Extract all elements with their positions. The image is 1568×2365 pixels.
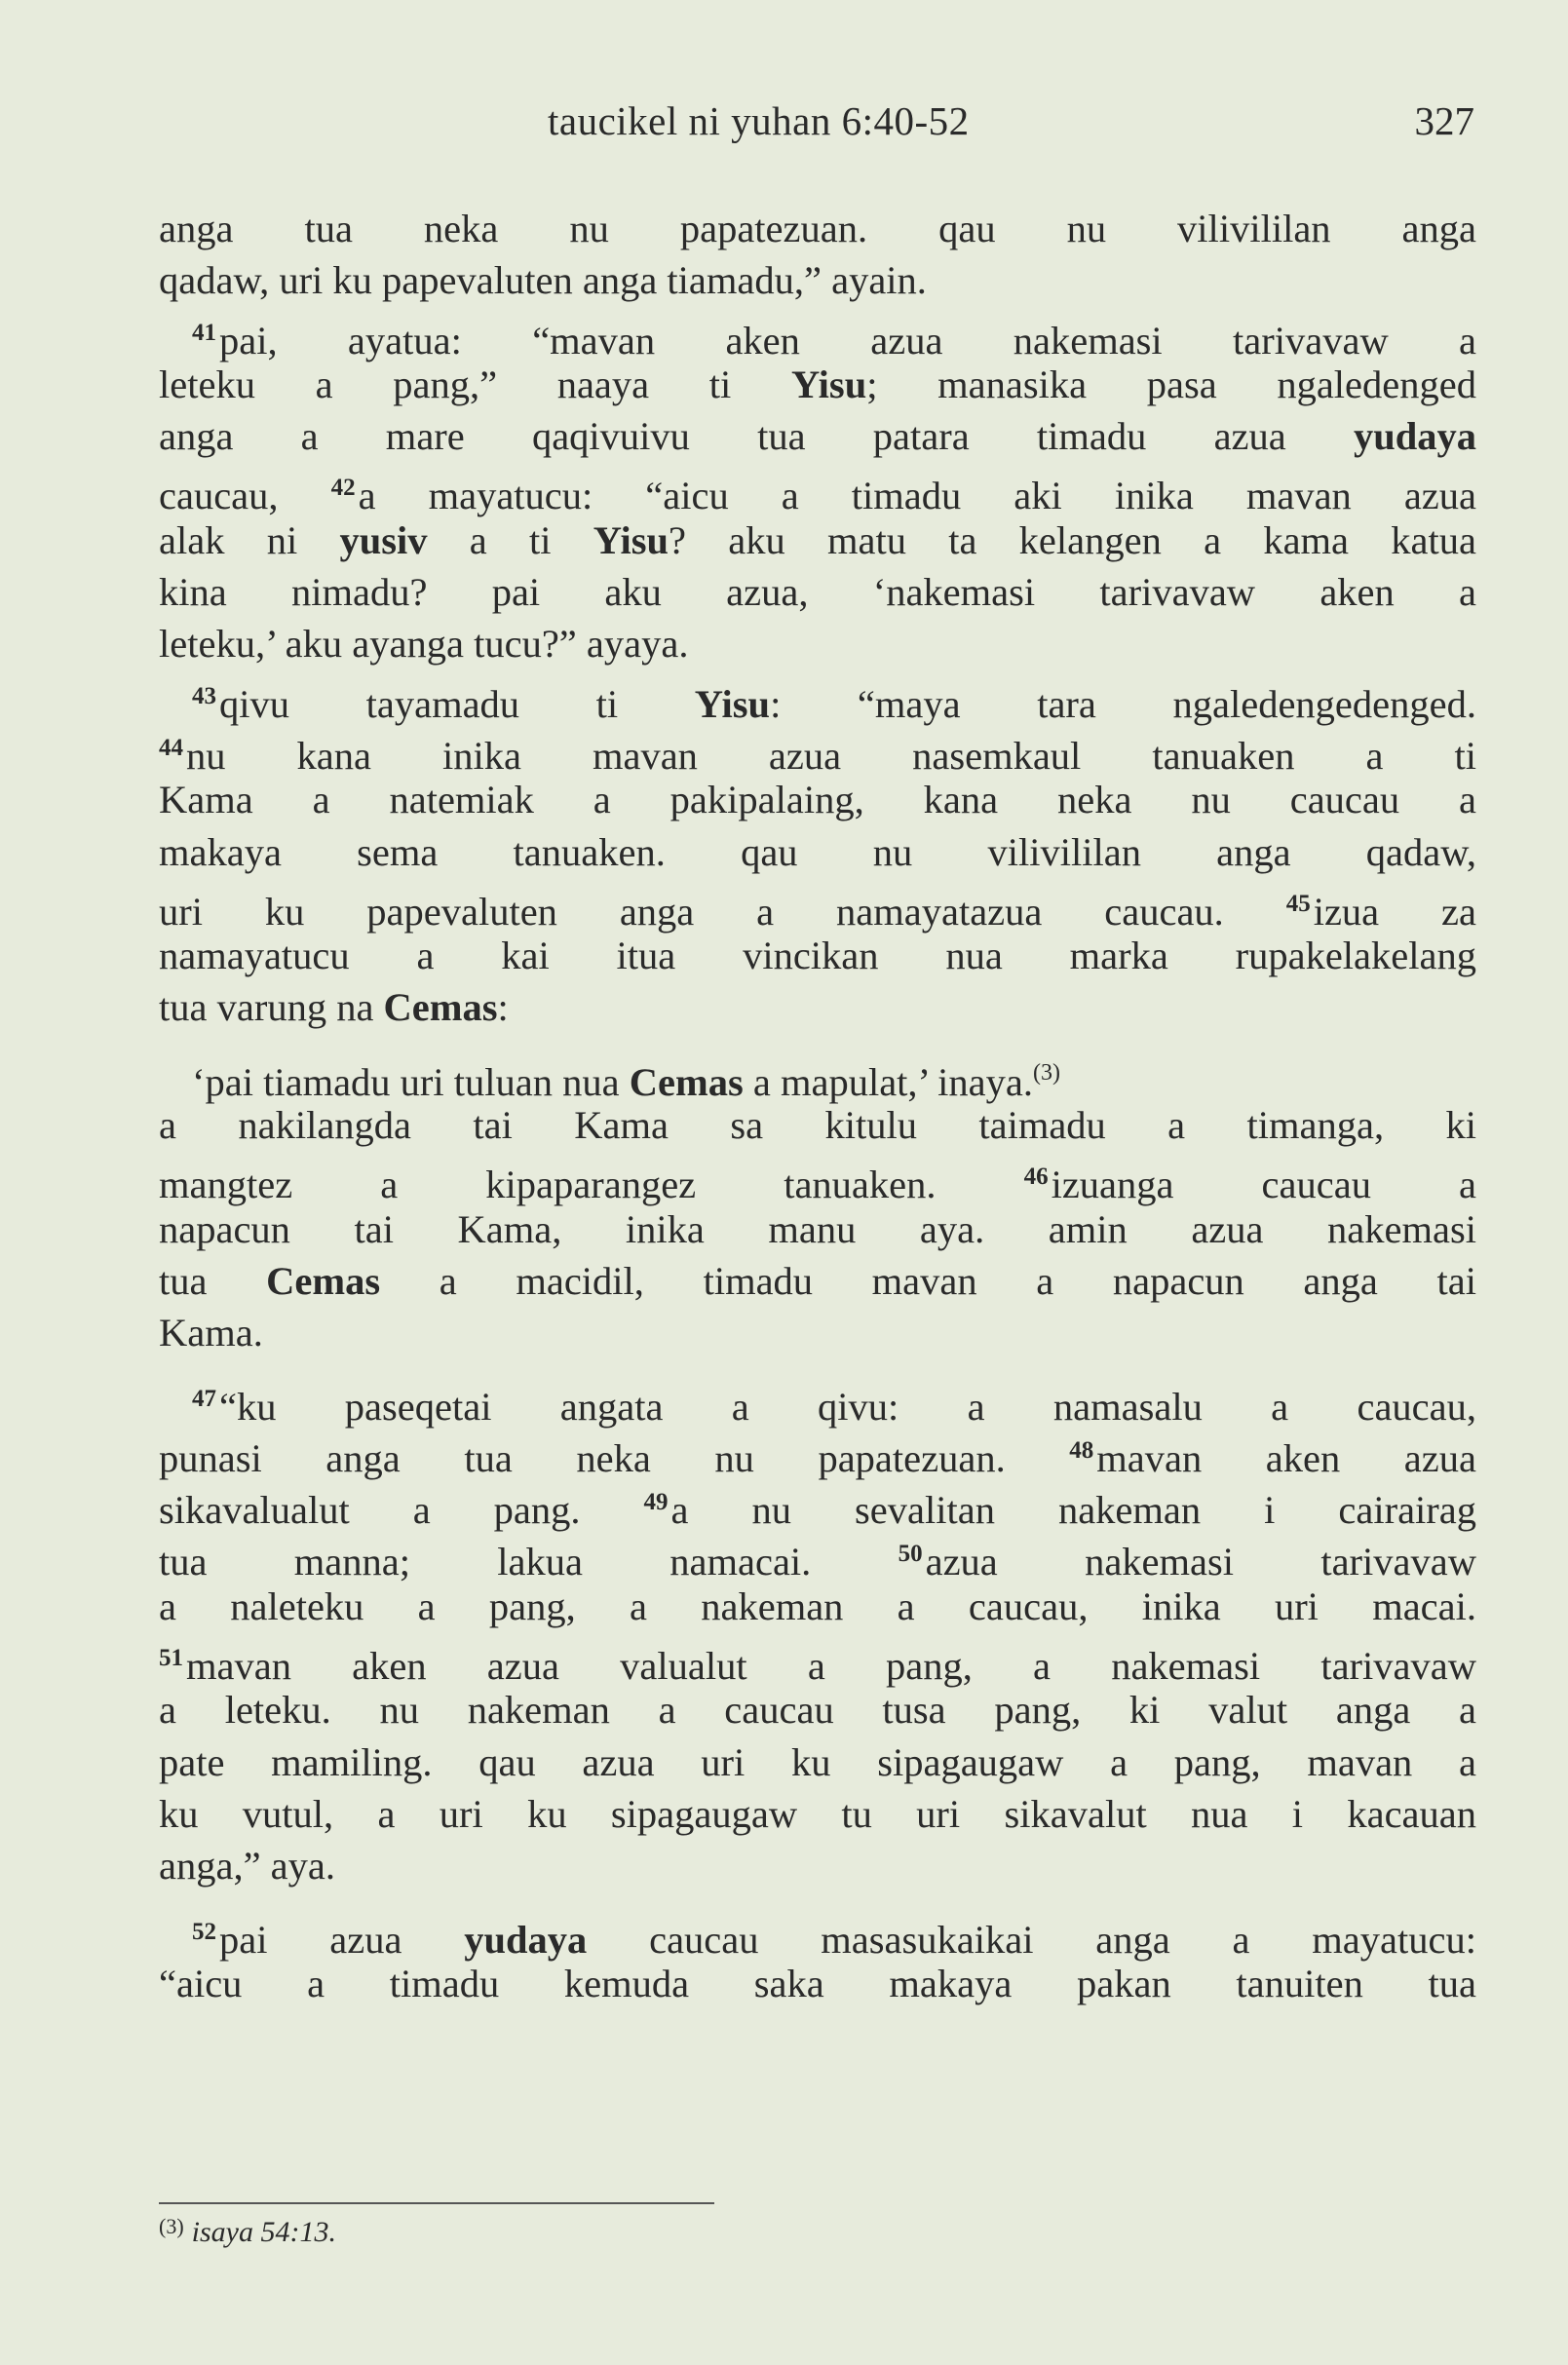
line-text: izua za <box>1313 889 1476 934</box>
emphasized-name: Yisu <box>593 517 669 562</box>
verse-number: 46 <box>1023 1163 1049 1191</box>
line-text: pate mamiling. qau azua uri ku sipagaugaw a pang, mavan a <box>159 1739 1476 1784</box>
line-text: punasi anga tua neka nu papatezuan. <box>159 1435 1070 1480</box>
line-text: anga tua neka nu papatezuan. qau nu vilivililan anga <box>159 207 1476 250</box>
verse-number: 44 <box>159 734 183 761</box>
line-text: ku vutul, a uri ku sipagaugaw tu uri sikavalut nua i kacauan <box>159 1791 1476 1836</box>
emphasized-name: yudaya <box>1353 414 1476 459</box>
text-line <box>159 1307 1476 1358</box>
paragraph-gap <box>159 1359 1476 1373</box>
line-text: a naleteku a pang, a nakeman a caucau, inika uri macai. <box>159 1583 1476 1628</box>
verse-number: 49 <box>643 1489 669 1516</box>
line-text: “ku paseqetai angata a qivu: a namasalu a caucau, <box>219 1384 1476 1429</box>
text-line <box>159 1632 1476 1689</box>
running-head <box>0 97 1568 156</box>
text-line <box>159 1906 1476 1962</box>
verse-number: 47 <box>192 1385 216 1412</box>
emphasized-name: Cemas <box>266 1258 381 1303</box>
body-text <box>159 203 1476 2009</box>
paragraph-gap <box>159 1892 1476 1906</box>
line-text: tua <box>159 1258 267 1303</box>
line-text: sikavalualut a pang. <box>159 1488 644 1533</box>
verse-number: 43 <box>192 682 216 709</box>
text-line <box>159 670 1476 726</box>
line-text: mavan aken azua valualut a pang, a nakemasi tarivavaw <box>186 1644 1476 1689</box>
verse-number: 42 <box>330 475 356 502</box>
line-text: azua nakemasi tarivavaw <box>925 1540 1476 1584</box>
paragraph-gap <box>159 1034 1476 1048</box>
line-text: alak ni <box>159 517 340 562</box>
line-text: uri ku papevaluten anga a namayatazua caucau. <box>159 889 1286 934</box>
text-line <box>159 1425 1476 1480</box>
footnote-reference: (3) <box>1032 1059 1060 1086</box>
text-line <box>159 1255 1476 1307</box>
text-line <box>159 462 1477 518</box>
emphasized-name: Yisu <box>694 681 771 726</box>
line-text: mavan aken azua <box>1096 1435 1476 1480</box>
text-line <box>159 722 1476 778</box>
running-title: taucikel ni yuhan 6:40-52 <box>548 98 970 143</box>
line-text: qadaw, uri ku papevaluten anga tiamadu,” ayain. <box>159 258 927 303</box>
line-text: a nakilangda tai Kama sa kitulu taimadu a timanga, ki <box>159 1103 1476 1148</box>
text-line <box>159 930 1476 981</box>
text-line <box>159 566 1476 618</box>
line-text: Kama a natemiak a pakipalaing, kana neka nu caucau a <box>159 778 1476 822</box>
verse-number: 45 <box>1285 890 1311 917</box>
verse-number: 52 <box>192 1918 216 1945</box>
line-text: kina nimadu? pai aku azua, ‘nakemasi tarivavaw aken a <box>159 570 1476 615</box>
emphasized-name: Yisu <box>790 362 867 406</box>
line-text: qivu tayamadu ti <box>219 681 695 726</box>
line-text: caucau masasukaikai anga a mayatucu: <box>587 1917 1476 1962</box>
line-text: pai, ayatua: “mavan aken azua nakemasi tarivavaw a <box>219 318 1476 362</box>
line-text: anga,” aya. <box>159 1844 336 1888</box>
verse-number: 51 <box>159 1645 183 1672</box>
line-text: tua varung na <box>159 985 384 1030</box>
text-line <box>159 307 1476 362</box>
line-text: pai azua <box>219 1917 465 1962</box>
text-line <box>159 1788 1476 1840</box>
text-line <box>159 1099 1476 1151</box>
line-text: leteku,’ aku ayanga tucu?” ayaya. <box>159 622 689 667</box>
text-line <box>159 1958 1476 2009</box>
page-number: 327 <box>1414 98 1474 143</box>
text-line <box>159 826 1476 878</box>
line-text: a mayatucu: “aicu a timadu aki inika mavan azua <box>358 474 1477 518</box>
footnote <box>159 2214 336 2249</box>
verse-number: 48 <box>1069 1436 1094 1464</box>
text-line <box>159 878 1476 934</box>
footnote-divider <box>159 2202 714 2204</box>
footnote-marker: (3) <box>159 2214 184 2238</box>
line-text: “aicu a timadu kemuda saka makaya pakan tanuiten tua <box>159 1961 1476 2005</box>
text-line <box>159 1373 1476 1429</box>
line-text: namayatucu a kai itua vincikan nua marka rupakelakelang <box>159 934 1476 978</box>
line-text: a nu sevalitan nakeman i cairairag <box>670 1488 1477 1533</box>
line-text: tua manna; lakua namacai. <box>159 1540 899 1584</box>
line-text: ? aku matu ta kelangen a kama katua <box>669 517 1476 562</box>
emphasized-name: Cemas <box>383 985 498 1030</box>
text-line <box>159 1151 1476 1207</box>
text-line <box>159 359 1476 410</box>
text-line <box>159 1528 1476 1584</box>
line-text: Kama. <box>159 1311 263 1355</box>
text-line <box>159 1684 1476 1736</box>
line-text: a mapulat,’ inaya. <box>743 1059 1033 1104</box>
text-line <box>159 1048 1476 1104</box>
text-line <box>159 1840 1476 1891</box>
line-text: ; manasika pasa ngaledenged <box>866 362 1476 406</box>
text-line <box>159 1581 1476 1632</box>
line-text: caucau, <box>159 474 331 518</box>
text-line <box>159 410 1476 462</box>
text-line <box>159 203 1476 254</box>
text-line <box>159 1203 1476 1255</box>
text-line <box>159 254 1476 306</box>
line-text: anga a mare qaqivuivu tua patara timadu azua <box>159 414 1354 459</box>
text-line <box>159 618 1476 669</box>
text-line <box>159 1736 1476 1788</box>
line-text: napacun tai Kama, inika manu aya. amin azua nakemasi <box>159 1206 1476 1251</box>
verse-number: 41 <box>192 319 216 346</box>
emphasized-name: Cemas <box>629 1059 744 1104</box>
verse-number: 50 <box>898 1541 923 1568</box>
text-line <box>159 981 1476 1033</box>
line-text: : <box>497 985 509 1030</box>
emphasized-name: yusiv <box>339 517 428 562</box>
line-text: nu kana inika mavan azua nasemkaul tanuaken a ti <box>186 733 1476 778</box>
line-text: a leteku. nu nakeman a caucau tusa pang, ki valut anga a <box>159 1688 1476 1733</box>
line-text: mangtez a kipaparangez tanuaken. <box>159 1163 1024 1207</box>
line-text: leteku a pang,” naaya ti <box>159 362 791 406</box>
line-text: a macidil, timadu mavan a napacun anga tai <box>380 1258 1476 1303</box>
text-line <box>159 1476 1477 1533</box>
text-line <box>159 774 1476 825</box>
line-text: a ti <box>427 517 593 562</box>
footnote-text: isaya 54:13. <box>191 2216 336 2248</box>
line-text: : “maya tara ngaledengedenged. <box>770 681 1476 726</box>
emphasized-name: yudaya <box>464 1917 588 1962</box>
line-text: izuanga caucau a <box>1051 1163 1476 1207</box>
text-line <box>159 515 1476 566</box>
line-text: ‘pai tiamadu uri tuluan nua <box>192 1059 630 1104</box>
line-text: makaya sema tanuaken. qau nu vilivililan anga qadaw, <box>159 829 1476 874</box>
